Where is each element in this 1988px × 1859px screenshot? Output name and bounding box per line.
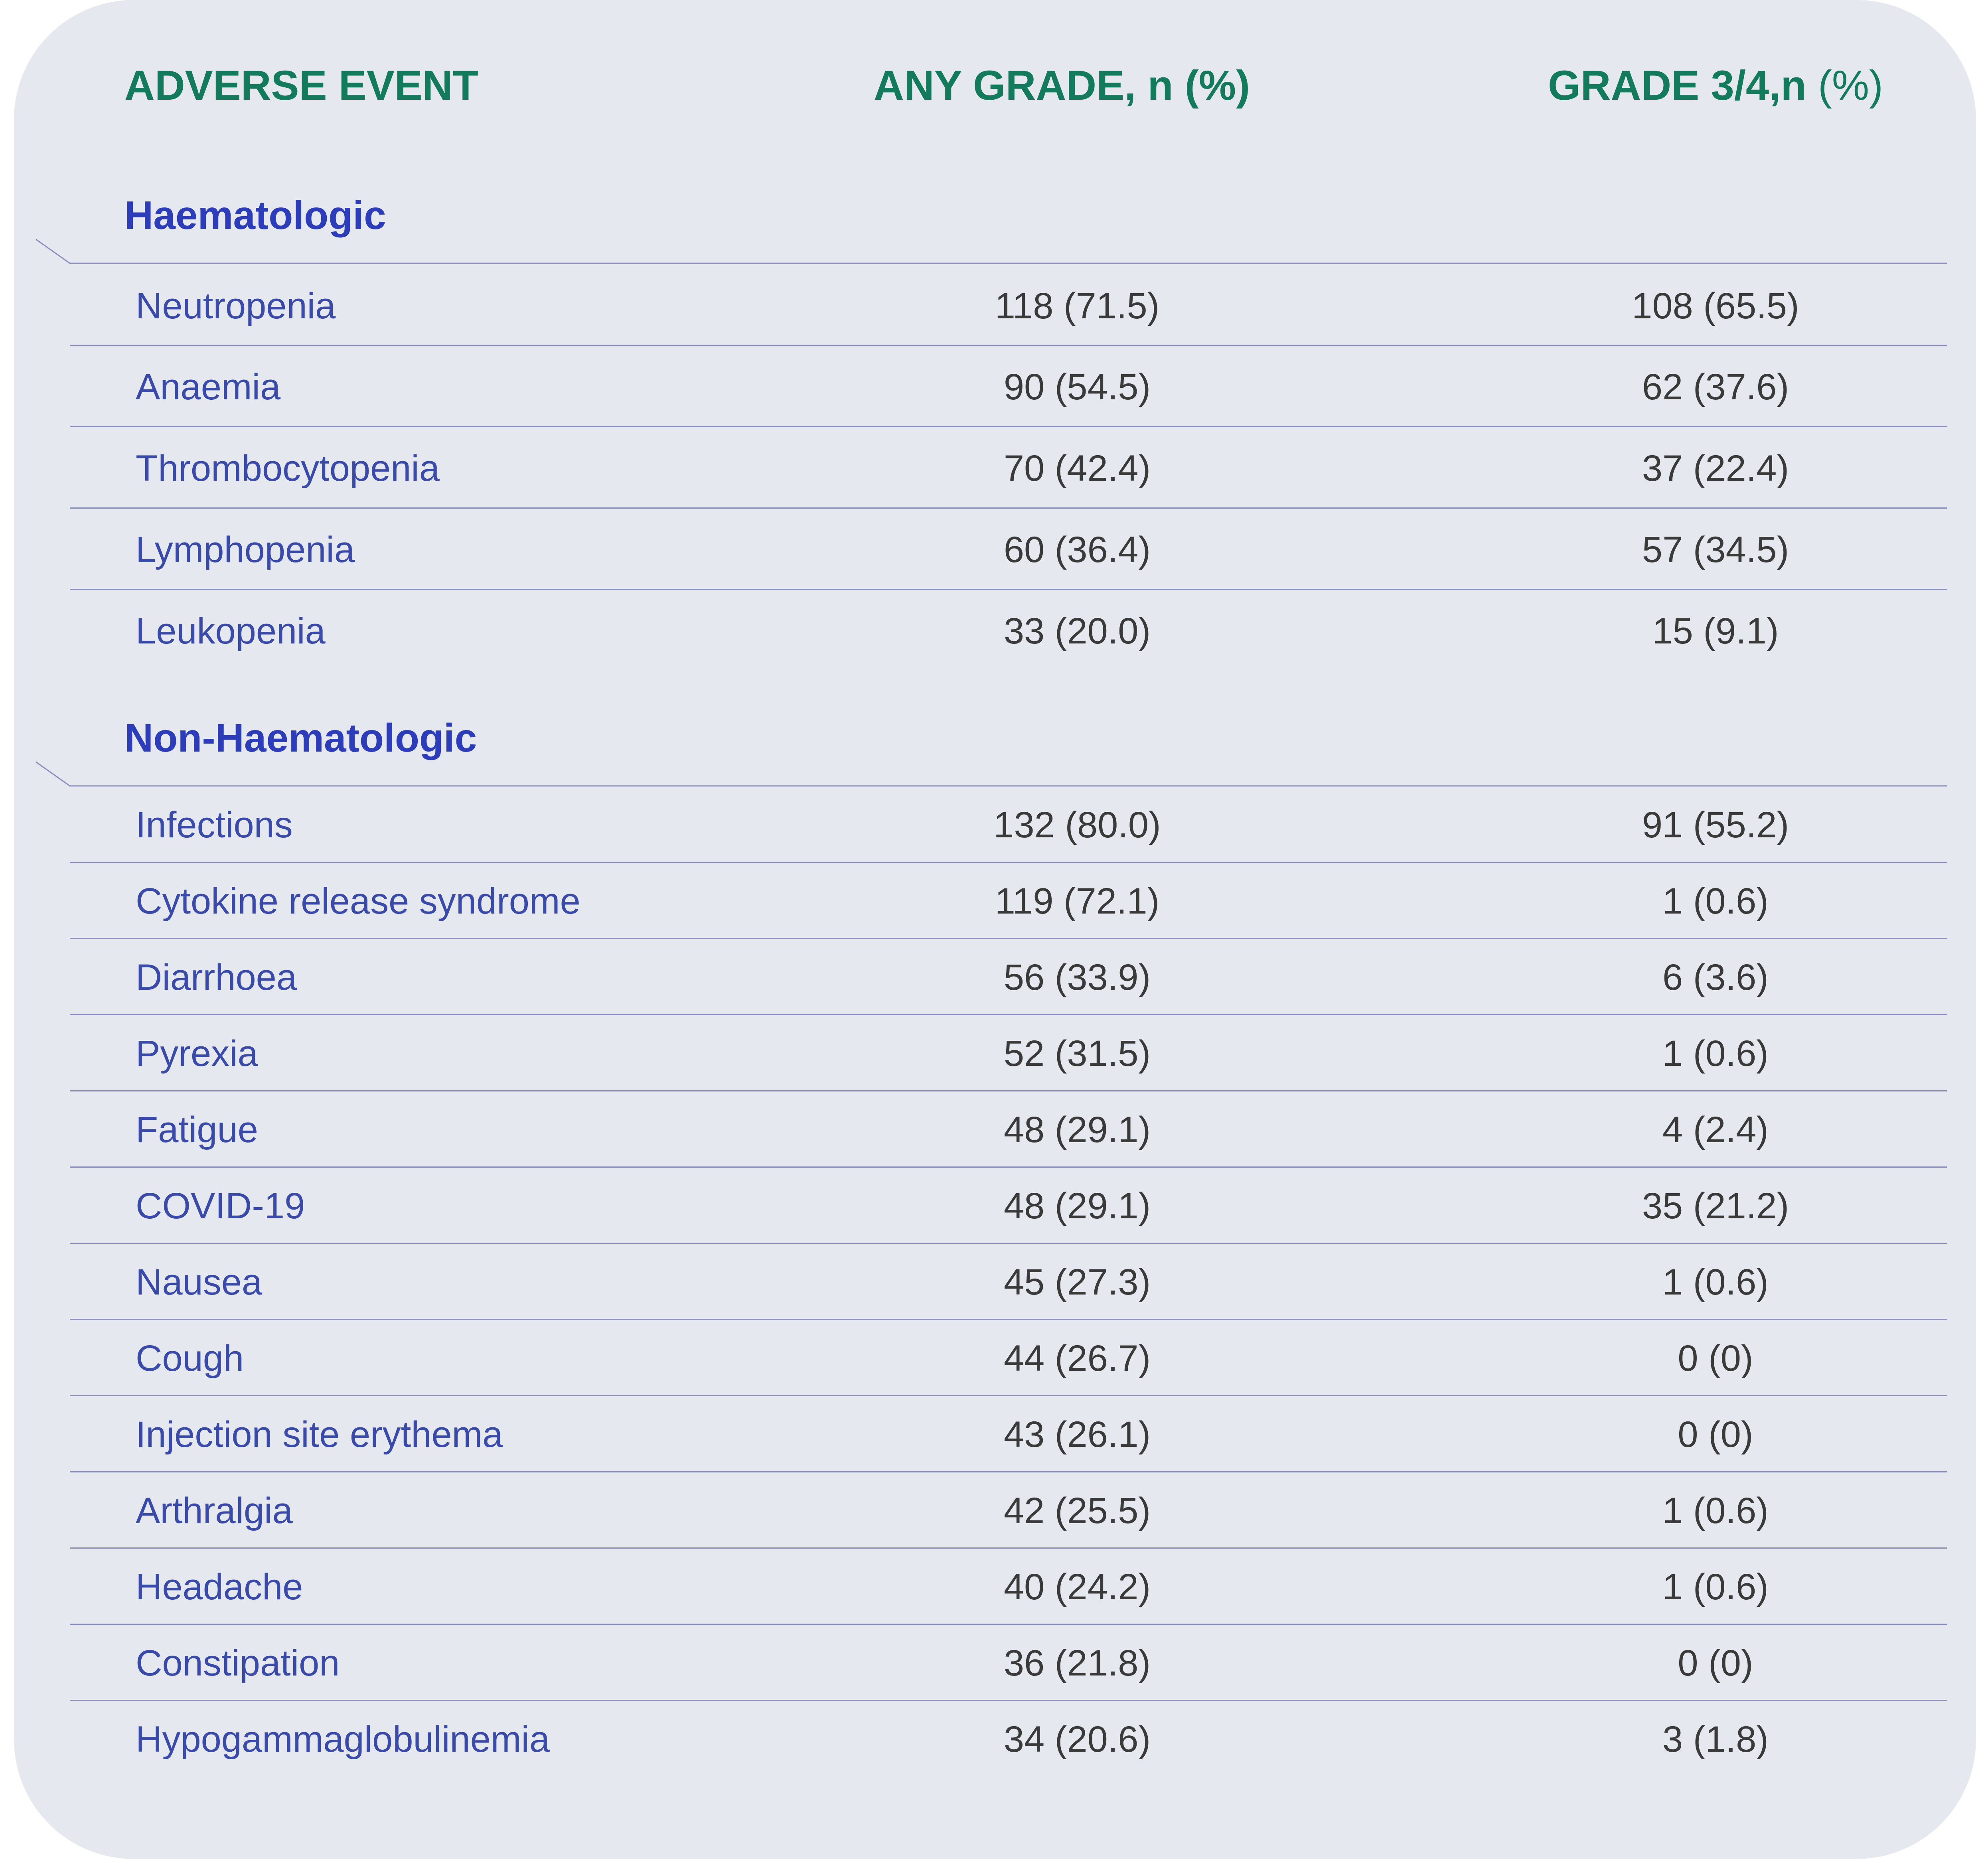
row-divider	[70, 1243, 1947, 1244]
event-name: Fatigue	[136, 1109, 258, 1150]
any-grade-value: 132 (80.0)	[993, 805, 1161, 845]
section-title-non-haematologic: Non-Haematologic	[124, 716, 477, 760]
event-name: Headache	[136, 1567, 303, 1607]
row-divider	[70, 1395, 1947, 1396]
row-divider	[70, 1166, 1947, 1168]
grade-3-4-value: 57 (34.5)	[1642, 529, 1789, 570]
row-divider	[70, 1547, 1947, 1549]
event-name: Leukopenia	[136, 611, 326, 651]
event-name: Anaemia	[136, 367, 281, 407]
any-grade-value: 70 (42.4)	[1003, 448, 1151, 489]
any-grade-value: 34 (20.6)	[1003, 1719, 1151, 1760]
any-grade-value: 56 (33.9)	[1003, 957, 1151, 998]
header-grade-3-4-suffix: (%)	[1806, 62, 1883, 109]
section-divider-non-haematologic	[0, 760, 1988, 800]
row-divider	[70, 1471, 1947, 1472]
row-divider	[70, 589, 1947, 590]
row-divider	[70, 345, 1947, 346]
row-divider	[70, 426, 1947, 427]
header-adverse-event: ADVERSE EVENT	[124, 62, 478, 109]
header-any-grade: ANY GRADE, n (%)	[874, 62, 1250, 109]
event-name: Pyrexia	[136, 1033, 258, 1074]
any-grade-value: 119 (72.1)	[995, 881, 1160, 922]
any-grade-value: 118 (71.5)	[995, 286, 1160, 326]
event-name: Constipation	[136, 1643, 340, 1683]
grade-3-4-value: 0 (0)	[1678, 1338, 1753, 1379]
grade-3-4-value: 62 (37.6)	[1642, 367, 1789, 407]
header-grade-3-4-main: GRADE 3/4,n	[1548, 62, 1806, 109]
section-divider-haematologic	[0, 237, 1988, 277]
any-grade-value: 90 (54.5)	[1003, 367, 1151, 407]
grade-3-4-value: 0 (0)	[1678, 1643, 1753, 1683]
grade-3-4-value: 1 (0.6)	[1662, 1033, 1769, 1074]
event-name: COVID-19	[136, 1186, 305, 1226]
any-grade-value: 60 (36.4)	[1003, 529, 1151, 570]
any-grade-value: 48 (29.1)	[1003, 1186, 1151, 1226]
any-grade-value: 43 (26.1)	[1003, 1414, 1151, 1455]
event-name: Hypogammaglobulinemia	[136, 1719, 550, 1760]
grade-3-4-value: 35 (21.2)	[1642, 1186, 1789, 1226]
header-grade-3-4	[1548, 58, 1883, 114]
grade-3-4-value: 3 (1.8)	[1662, 1719, 1769, 1760]
any-grade-value: 36 (21.8)	[1003, 1643, 1151, 1683]
row-divider	[70, 1319, 1947, 1320]
row-divider	[70, 938, 1947, 939]
event-name: Thrombocytopenia	[136, 448, 440, 489]
any-grade-value: 42 (25.5)	[1003, 1490, 1151, 1531]
row-divider	[70, 1624, 1947, 1625]
row-divider	[70, 1700, 1947, 1701]
any-grade-value: 45 (27.3)	[1003, 1262, 1151, 1302]
grade-3-4-value: 1 (0.6)	[1662, 1567, 1769, 1607]
row-divider	[70, 1090, 1947, 1091]
grade-3-4-value: 1 (0.6)	[1662, 1262, 1769, 1302]
any-grade-value: 48 (29.1)	[1003, 1109, 1151, 1150]
section-title-haematologic: Haematologic	[124, 193, 386, 238]
event-name: Diarrhoea	[136, 957, 297, 998]
event-name: Neutropenia	[136, 286, 336, 326]
event-name: Infections	[136, 805, 293, 845]
row-divider	[70, 862, 1947, 863]
grade-3-4-value: 15 (9.1)	[1652, 611, 1779, 651]
event-name: Nausea	[136, 1262, 263, 1302]
any-grade-value: 40 (24.2)	[1003, 1567, 1151, 1607]
any-grade-value: 33 (20.0)	[1003, 611, 1151, 651]
row-divider	[70, 1014, 1947, 1015]
grade-3-4-value: 108 (65.5)	[1632, 286, 1799, 326]
row-divider	[70, 507, 1947, 509]
grade-3-4-value: 1 (0.6)	[1662, 881, 1769, 922]
event-name: Injection site erythema	[136, 1414, 503, 1455]
event-name: Cytokine release syndrome	[136, 881, 580, 922]
grade-3-4-value: 6 (3.6)	[1662, 957, 1769, 998]
grade-3-4-value: 0 (0)	[1678, 1414, 1753, 1455]
grade-3-4-value: 37 (22.4)	[1642, 448, 1789, 489]
event-name: Lymphopenia	[136, 529, 355, 570]
event-name: Cough	[136, 1338, 244, 1379]
grade-3-4-value: 1 (0.6)	[1662, 1490, 1769, 1531]
any-grade-value: 52 (31.5)	[1003, 1033, 1151, 1074]
grade-3-4-value: 91 (55.2)	[1642, 805, 1789, 845]
any-grade-value: 44 (26.7)	[1003, 1338, 1151, 1379]
event-name: Arthralgia	[136, 1490, 293, 1531]
grade-3-4-value: 4 (2.4)	[1662, 1109, 1769, 1150]
